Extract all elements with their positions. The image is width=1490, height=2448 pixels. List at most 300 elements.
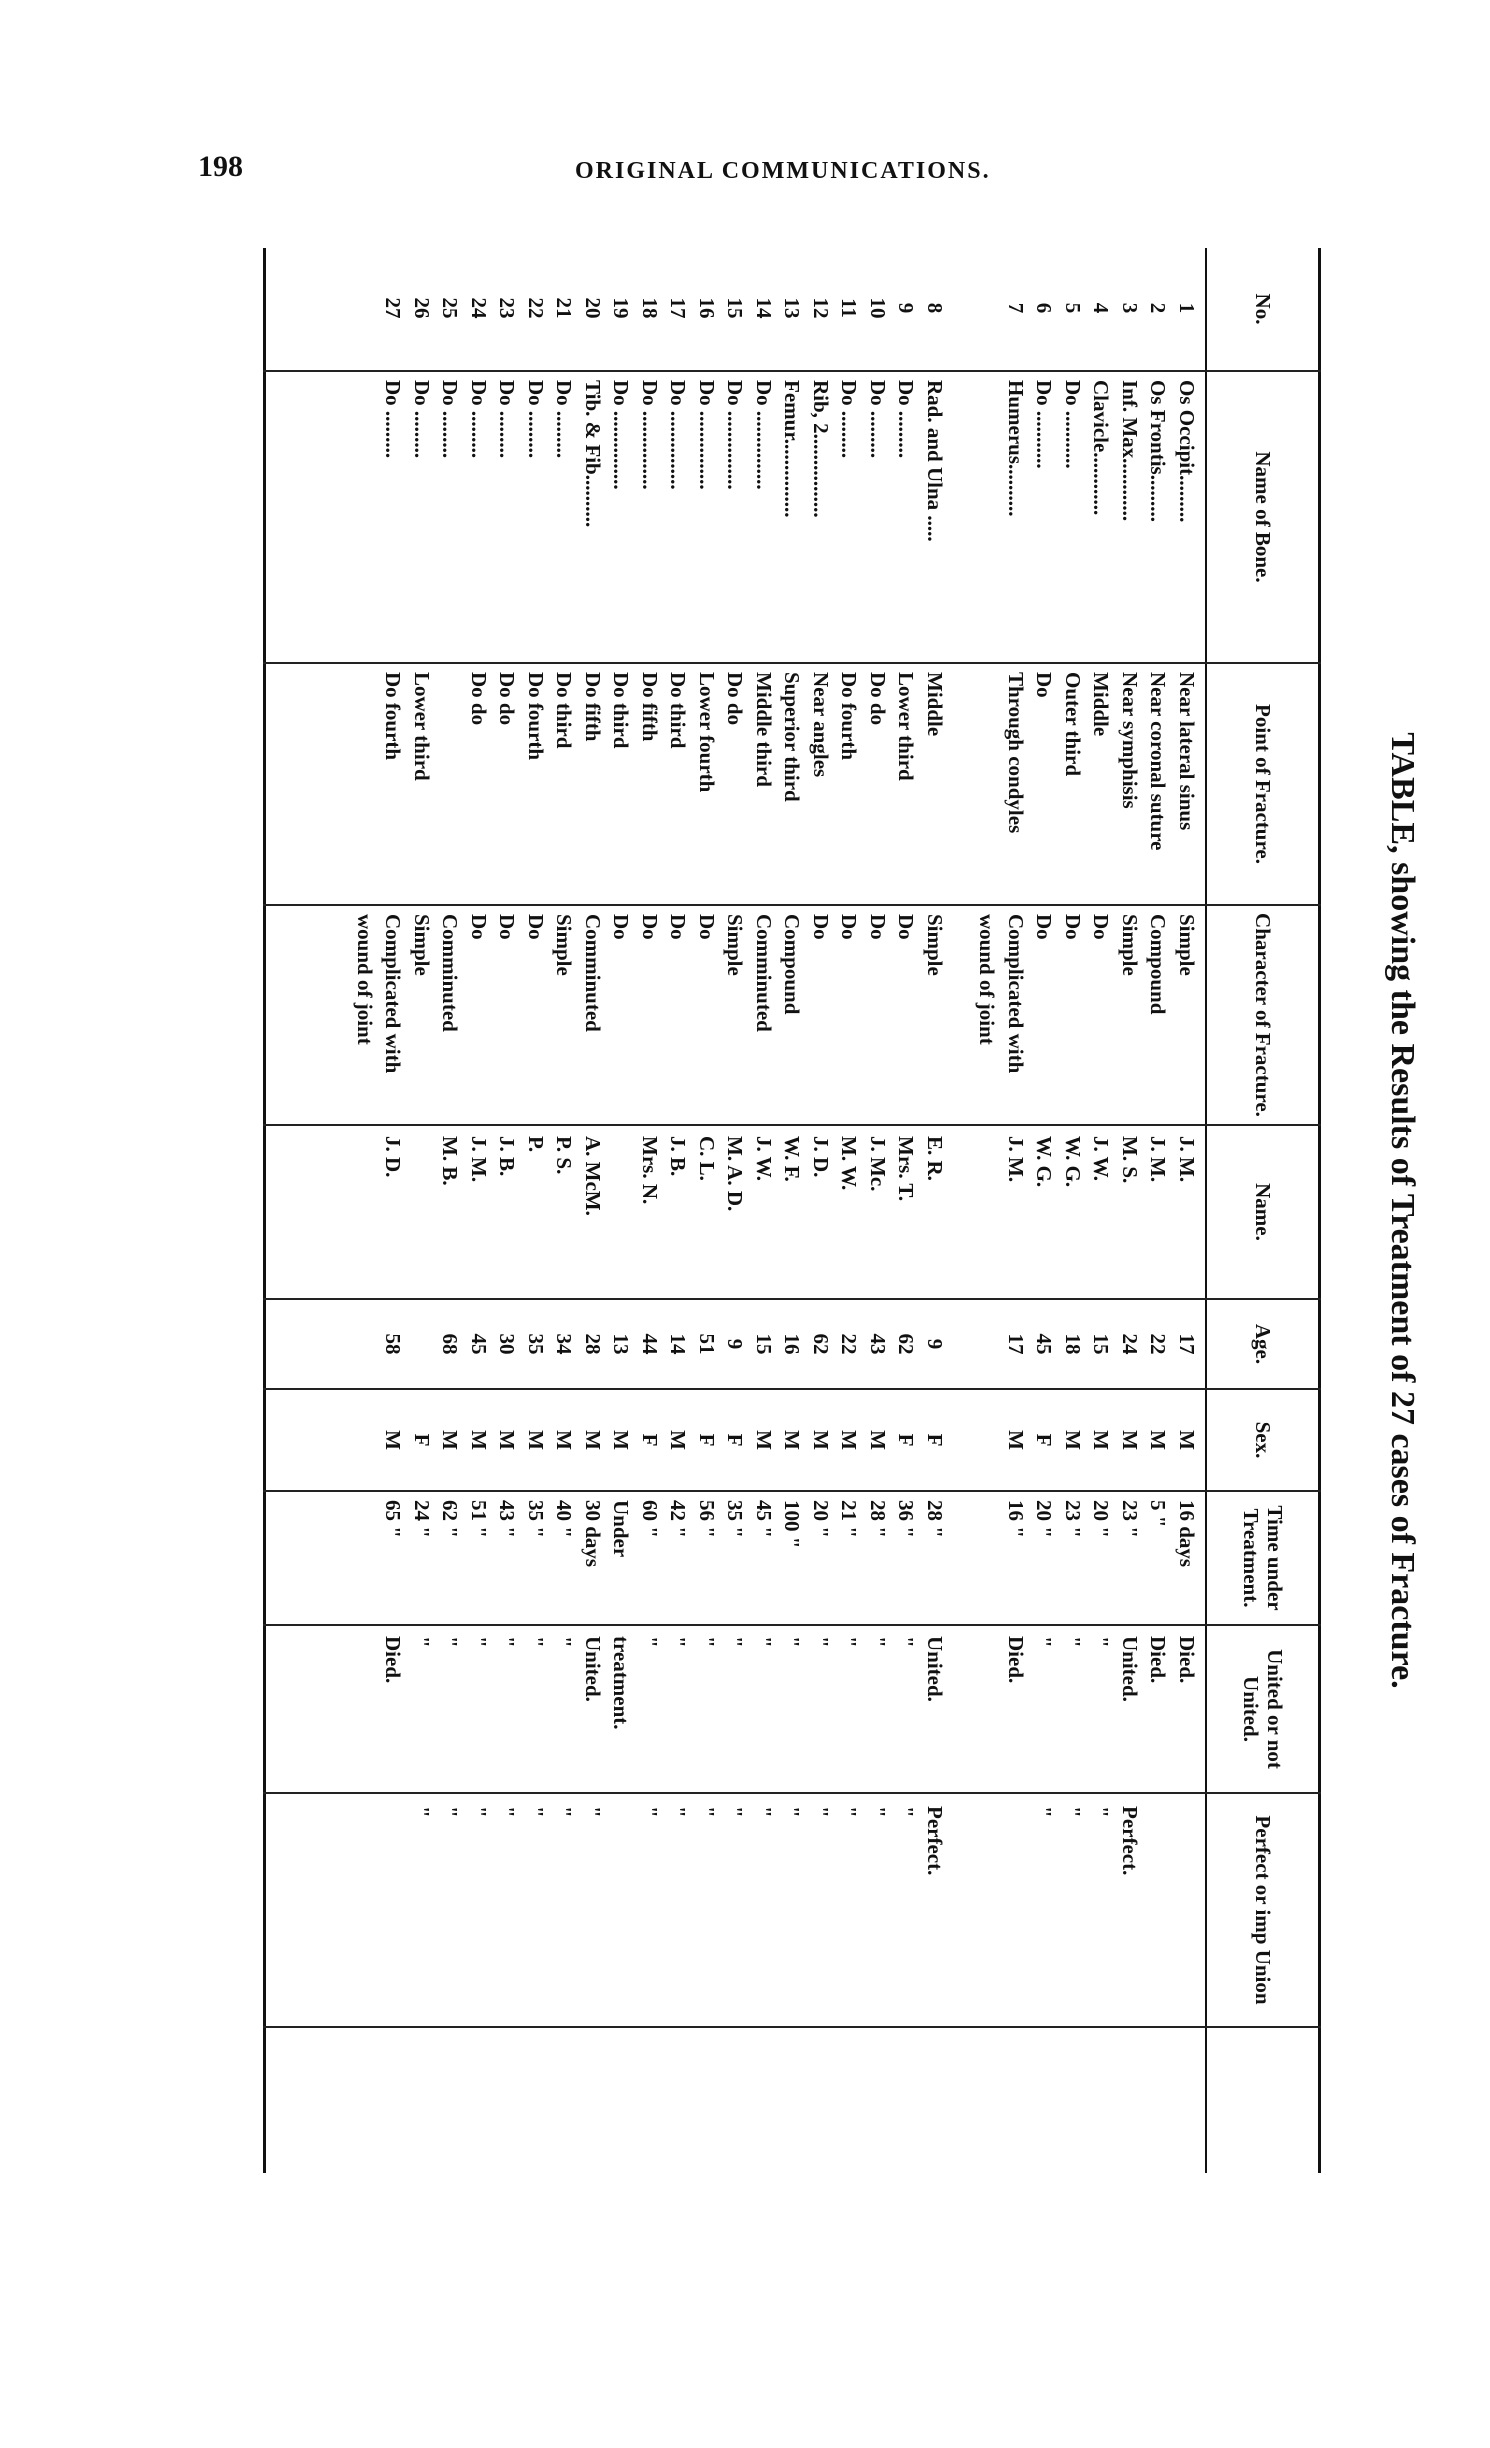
cell-no: 8 [923, 302, 947, 314]
cell-age: 44 [638, 1333, 662, 1355]
cell-time: Under [609, 1500, 634, 1558]
cell-no: 15 [723, 297, 748, 319]
cell-bone: Do ............... [638, 380, 662, 490]
cell-sex: M [1146, 1430, 1171, 1450]
cell-perfect [382, 1794, 406, 2036]
cell-bone: Do ............... [695, 380, 719, 490]
cell-no: 24 [467, 297, 491, 319]
cell-perfect: " [837, 1806, 862, 1818]
cell-no: 19 [609, 297, 634, 319]
cell-no: 11 [837, 298, 862, 318]
cell-united: Died. [381, 1636, 406, 1684]
cell-age: 13 [609, 1333, 634, 1355]
cell-point: Do fourth [837, 672, 862, 761]
cell-no: 18 [638, 297, 662, 319]
cell-no: 25 [438, 297, 463, 319]
cell-united: Died. [1146, 1636, 1171, 1684]
table-row [1118, 248, 1142, 2173]
cell-bone: Do ......... [894, 380, 919, 459]
cell-name: J. M. [1004, 1136, 1028, 1183]
table-row [553, 248, 577, 2173]
cell-perfect: " [581, 1806, 605, 1818]
cell-point: Do fifth [638, 672, 662, 742]
table-row [467, 248, 491, 2173]
header-sex: Sex. [1251, 1421, 1276, 1459]
cell-time: 21 " [837, 1500, 862, 1538]
cell-perfect: " [695, 1806, 719, 1818]
header-time: Time under Treatment. [1239, 1505, 1288, 1611]
cell-age [976, 1300, 1000, 1388]
table-row [581, 248, 605, 2173]
cell-name: J. D. [381, 1136, 406, 1178]
table-row [724, 248, 748, 2173]
cell-perfect [1147, 1794, 1171, 2036]
table-row [410, 248, 434, 2173]
cell-name: J. M. [1146, 1136, 1171, 1183]
cell-sex: F [638, 1433, 662, 1447]
header-no: No. [1251, 293, 1276, 325]
header-age: Age. [1251, 1323, 1276, 1365]
cell-sex: F [410, 1433, 434, 1447]
top-rule [1318, 248, 1321, 2173]
cell-perfect: " [1061, 1806, 1085, 1818]
cell-name: E. R. [923, 1136, 947, 1181]
cell-point: Middle third [752, 672, 776, 787]
table-row [866, 248, 890, 2173]
cell-point: Do fifth [581, 672, 605, 742]
cell-sex: M [1061, 1430, 1085, 1450]
cell-bone: Do ......... [467, 380, 491, 459]
cell-point: Through condyles [1004, 672, 1028, 834]
cell-age: 28 [581, 1333, 605, 1355]
cell-united: " [809, 1636, 833, 1648]
cell-character: Do [809, 914, 833, 940]
cell-bone: Do ......... [866, 380, 890, 459]
cell-time: 16 " [1004, 1500, 1028, 1538]
cell-point: Middle [923, 672, 947, 737]
cell-bone: Do ......... [410, 380, 434, 459]
cell-sex: M [381, 1430, 406, 1450]
cell-age: 15 [752, 1333, 776, 1355]
cell-age: 15 [1089, 1333, 1114, 1355]
cell-name [353, 1126, 377, 1308]
cell-character: Do [495, 914, 520, 940]
cell-time: 60 " [638, 1500, 662, 1538]
cell-perfect: " [410, 1806, 434, 1818]
cell-character: Do [866, 914, 890, 940]
cell-perfect: " [894, 1806, 919, 1818]
cell-united [353, 1626, 377, 1802]
cell-bone: Rib, 2................ [809, 380, 833, 518]
cell-time: 62 " [438, 1500, 463, 1538]
cell-point: Lower fourth [695, 672, 719, 793]
cell-sex: M [1004, 1430, 1028, 1450]
cell-name [976, 1126, 1000, 1308]
cell-character: Do [1061, 914, 1085, 940]
cell-character: Simple [410, 914, 434, 976]
cell-sex [976, 1390, 1000, 1490]
table-row [667, 248, 691, 2173]
cell-time: 28 " [866, 1500, 890, 1538]
cell-point: Do third [666, 672, 691, 749]
cell-no [976, 248, 1000, 368]
cell-united: " [1032, 1636, 1057, 1648]
bottom-rule [263, 248, 266, 2173]
cell-time: 56 " [695, 1500, 719, 1538]
cell-united: " [467, 1636, 491, 1648]
cell-bone: Do ........... [1061, 380, 1085, 469]
cell-age: 22 [1146, 1333, 1171, 1355]
cell-age: 18 [1061, 1333, 1085, 1355]
cell-bone: Humerus.......... [1004, 380, 1028, 517]
cell-character: Do [837, 914, 862, 940]
cell-perfect [1004, 1794, 1028, 2036]
cell-united: " [866, 1636, 890, 1648]
cell-name: J. W. [1089, 1136, 1114, 1181]
table-row [1033, 248, 1057, 2173]
cell-point: Near coronal suture [1146, 672, 1171, 851]
cell-name: J. W. [752, 1136, 776, 1181]
cell-name [610, 1126, 634, 1308]
cell-sex: M [837, 1430, 862, 1450]
cell-age: 45 [1032, 1333, 1057, 1355]
cell-time [353, 1492, 377, 1632]
table-row [809, 248, 833, 2173]
cell-character: Do [524, 914, 548, 940]
cell-character: Simple [1118, 914, 1142, 976]
cell-name: J. M. [1175, 1136, 1199, 1183]
cell-age: 17 [1004, 1333, 1028, 1355]
cell-time: 45 " [752, 1500, 776, 1538]
cell-united: " [837, 1636, 862, 1648]
cell-point: Superior third [780, 672, 805, 802]
cell-name: W. G. [1032, 1136, 1057, 1188]
table-row [439, 248, 463, 2173]
cell-no: 26 [410, 297, 434, 319]
cell-point: Near angles [809, 672, 833, 778]
cell-point: Do fourth [524, 672, 548, 761]
cell-no: 10 [866, 297, 890, 319]
cell-sex: F [723, 1433, 748, 1447]
cell-perfect: " [666, 1806, 691, 1818]
header-perfect: Perfect or imp Union [1251, 1815, 1276, 2005]
cell-no: 9 [894, 302, 919, 314]
header-point: Point of Fracture. [1251, 704, 1276, 864]
table-row [781, 248, 805, 2173]
cell-united: " [1089, 1636, 1114, 1648]
table-row [695, 248, 719, 2173]
cell-point [439, 664, 463, 912]
cell-perfect: " [524, 1806, 548, 1818]
cell-point: Middle [1089, 672, 1114, 737]
cell-age: 17 [1175, 1333, 1199, 1355]
cell-bone: Do ......... [837, 380, 862, 459]
cell-sex: F [1032, 1433, 1057, 1447]
cell-age: 51 [695, 1333, 719, 1355]
cell-sex: M [581, 1430, 605, 1450]
cell-time: 36 " [894, 1500, 919, 1538]
cell-united: United. [581, 1636, 605, 1702]
table-row [353, 248, 377, 2173]
cell-perfect: Perfect. [1118, 1806, 1142, 1876]
cell-united: " [723, 1636, 748, 1648]
cell-point: Do do [866, 672, 890, 726]
cell-time: 35 " [524, 1500, 548, 1538]
cell-character: Complicated with [1004, 914, 1028, 1074]
cell-character: Simple [552, 914, 577, 976]
cell-time [976, 1492, 1000, 1632]
cell-point [353, 664, 377, 912]
cell-no: 5 [1061, 302, 1085, 314]
cell-name: M. W. [837, 1136, 862, 1191]
cell-time: 20 " [1089, 1500, 1114, 1538]
cell-bone: Do ............... [723, 380, 748, 490]
cell-character: Comminuted [581, 914, 605, 1032]
cell-age: 24 [1118, 1333, 1142, 1355]
cell-age: 14 [666, 1333, 691, 1355]
cell-perfect: " [638, 1806, 662, 1818]
table-title: TABLE, showing the Results of Treatment of 27 cases of Fracture. [1384, 732, 1421, 1689]
cell-perfect: " [780, 1806, 805, 1818]
cell-united [976, 1626, 1000, 1802]
cell-time: 43 " [495, 1500, 520, 1538]
table-row [752, 248, 776, 2173]
cell-name [410, 1126, 434, 1308]
cell-character: Do [609, 914, 634, 940]
cell-bone: Do ......... [438, 380, 463, 459]
cell-sex: F [923, 1433, 947, 1447]
rotated-table [181, 248, 1421, 2173]
cell-sex: M [524, 1430, 548, 1450]
cell-perfect: " [438, 1806, 463, 1818]
cell-name: M. S. [1118, 1136, 1142, 1184]
cell-united: treatment. [609, 1636, 634, 1730]
cell-character: Simple [923, 914, 947, 976]
table-row [1147, 248, 1171, 2173]
cell-name: Mrs. N. [638, 1136, 662, 1205]
cell-age: 16 [780, 1333, 805, 1355]
cell-point: Lower third [410, 672, 434, 781]
cell-bone: Femur............... [780, 380, 805, 518]
cell-character: wound of joint [975, 914, 1000, 1045]
cell-perfect: " [495, 1806, 520, 1818]
cell-time: 24 " [410, 1500, 434, 1538]
cell-no: 16 [695, 297, 719, 319]
cell-character: Compound [780, 914, 805, 1015]
cell-point: Do third [552, 672, 577, 749]
cell-united: United. [923, 1636, 947, 1702]
cell-point: Do fourth [381, 672, 406, 761]
cell-name: J. B. [495, 1136, 520, 1177]
cell-united: United. [1118, 1636, 1142, 1702]
cell-sex: M [866, 1430, 890, 1450]
cell-no: 20 [581, 297, 605, 319]
table-row [1004, 248, 1028, 2173]
table-row [524, 248, 548, 2173]
cell-perfect: " [467, 1806, 491, 1818]
table-row [923, 248, 947, 2173]
cell-point: Do do [495, 672, 520, 726]
cell-age: 9 [923, 1338, 947, 1350]
header-bone: Name of Bone. [1251, 451, 1276, 583]
cell-no: 14 [752, 297, 776, 319]
table-row [895, 248, 919, 2173]
cell-sex: M [438, 1430, 463, 1450]
cell-no: 23 [495, 297, 520, 319]
cell-bone: Tib. & Fib.......... [581, 380, 605, 528]
cell-perfect [610, 1794, 634, 2036]
cell-sex [353, 1390, 377, 1490]
cell-character: Do [666, 914, 691, 940]
cell-bone: Do ......... [381, 380, 406, 459]
cell-united: Died. [1175, 1636, 1199, 1684]
cell-sex: M [809, 1430, 833, 1450]
cell-united: " [552, 1636, 577, 1648]
header-rule [1205, 248, 1207, 2173]
cell-bone: Clavicle............ [1089, 380, 1114, 516]
cell-sex: M [780, 1430, 805, 1450]
cell-name: W. G. [1061, 1136, 1085, 1188]
cell-age: 62 [894, 1333, 919, 1355]
cell-perfect: " [552, 1806, 577, 1818]
cell-point: Do do [467, 672, 491, 726]
cell-united: " [695, 1636, 719, 1648]
cell-time: 16 days [1175, 1500, 1199, 1568]
cell-bone: Rad. and Ulna ..... [923, 380, 947, 542]
cell-time: 30 days [581, 1500, 605, 1568]
cell-perfect: Perfect. [923, 1806, 947, 1876]
cell-name: J. Mc. [866, 1136, 890, 1192]
cell-perfect: " [809, 1806, 833, 1818]
cell-united: " [638, 1636, 662, 1648]
cell-age: 9 [723, 1338, 748, 1350]
cell-sex: M [467, 1430, 491, 1450]
cell-character: Comminuted [438, 914, 463, 1032]
cell-point: Near lateral sinus [1175, 672, 1199, 831]
cell-name: A. McM. [581, 1136, 605, 1216]
cell-time: 5 " [1146, 1500, 1171, 1528]
table-row [1061, 248, 1085, 2173]
page-number: 198 [198, 150, 243, 183]
cell-bone [976, 372, 1000, 670]
cell-no: 3 [1118, 302, 1142, 314]
cell-sex: M [552, 1430, 577, 1450]
cell-character: Do [695, 914, 719, 940]
cell-bone: Inf. Max............ [1118, 380, 1142, 522]
cell-character: Do [1089, 914, 1114, 940]
cell-bone: Do ........... [1032, 380, 1057, 469]
cell-no: 4 [1089, 302, 1114, 314]
cell-no: 21 [552, 297, 577, 319]
table-row [838, 248, 862, 2173]
cell-time: 20 " [809, 1500, 833, 1538]
cell-age [353, 1300, 377, 1388]
cell-time: 20 " [1032, 1500, 1057, 1538]
cell-bone: Do ............... [752, 380, 776, 490]
cell-bone: Do ......... [552, 380, 577, 459]
cell-point: Lower third [894, 672, 919, 781]
cell-no: 1 [1175, 302, 1199, 314]
cell-time: 23 " [1061, 1500, 1085, 1538]
cell-sex: M [1089, 1430, 1114, 1450]
cell-united: " [894, 1636, 919, 1648]
cell-no: 7 [1004, 302, 1028, 314]
cell-bone: Os Frontis......... [1146, 380, 1171, 522]
cell-sex: F [894, 1433, 919, 1447]
cell-no [353, 248, 377, 368]
header-character: Character of Fracture. [1251, 913, 1276, 1117]
cell-no: 6 [1032, 302, 1057, 314]
cell-united: " [410, 1636, 434, 1648]
running-head: ORIGINAL COMMUNICATIONS. [575, 158, 991, 184]
cell-age: 58 [381, 1333, 406, 1355]
cell-sex: M [666, 1430, 691, 1450]
cell-age: 22 [837, 1333, 862, 1355]
cell-name: M. B. [438, 1136, 463, 1186]
cell-sex: F [695, 1433, 719, 1447]
cell-time: 51 " [467, 1500, 491, 1538]
cell-time: 65 " [381, 1500, 406, 1538]
cell-no: 13 [780, 297, 805, 319]
cell-united: " [666, 1636, 691, 1648]
cell-perfect: " [866, 1806, 890, 1818]
cell-character: Simple [723, 914, 748, 976]
cell-name: J. B. [666, 1136, 691, 1177]
cell-perfect [976, 1794, 1000, 2036]
cell-name: J. D. [809, 1136, 833, 1178]
cell-name: Mrs. T. [894, 1136, 919, 1202]
cell-name: M. A. D. [723, 1136, 748, 1212]
cell-perfect [1175, 1794, 1199, 2036]
cell-age: 68 [438, 1333, 463, 1355]
cell-time: 42 " [666, 1500, 691, 1538]
cell-bone [353, 372, 377, 670]
cell-age: 62 [809, 1333, 833, 1355]
cell-point: Outer third [1061, 672, 1085, 777]
cell-time: 100 " [780, 1500, 805, 1549]
cell-age [410, 1300, 434, 1388]
table-row [1090, 248, 1114, 2173]
cell-bone: Do ......... [495, 380, 520, 459]
table-row [638, 248, 662, 2173]
cell-name: P. [524, 1136, 548, 1153]
cell-no: 2 [1146, 302, 1171, 314]
cell-age: 35 [524, 1333, 548, 1355]
cell-bone: Do ......... [524, 380, 548, 459]
header-united: United or not United. [1239, 1649, 1288, 1769]
cell-united: " [780, 1636, 805, 1648]
cell-sex: M [752, 1430, 776, 1450]
cell-age: 43 [866, 1333, 890, 1355]
table-row [382, 248, 406, 2173]
cell-sex: M [1175, 1430, 1199, 1450]
cell-united: Died. [1004, 1636, 1028, 1684]
cell-perfect: " [752, 1806, 776, 1818]
table-row [496, 248, 520, 2173]
table-row [610, 248, 634, 2173]
cell-sex: M [495, 1430, 520, 1450]
cell-united: " [1061, 1636, 1085, 1648]
cell-name: W. F. [780, 1136, 805, 1182]
cell-perfect [353, 1794, 377, 2036]
cell-no: 22 [524, 297, 548, 319]
cell-no: 27 [381, 297, 406, 319]
cell-character: Do [638, 914, 662, 940]
cell-united: " [752, 1636, 776, 1648]
cell-character: Complicated with [381, 914, 406, 1074]
cell-character: Do [894, 914, 919, 940]
cell-character: Comminuted [752, 914, 776, 1032]
